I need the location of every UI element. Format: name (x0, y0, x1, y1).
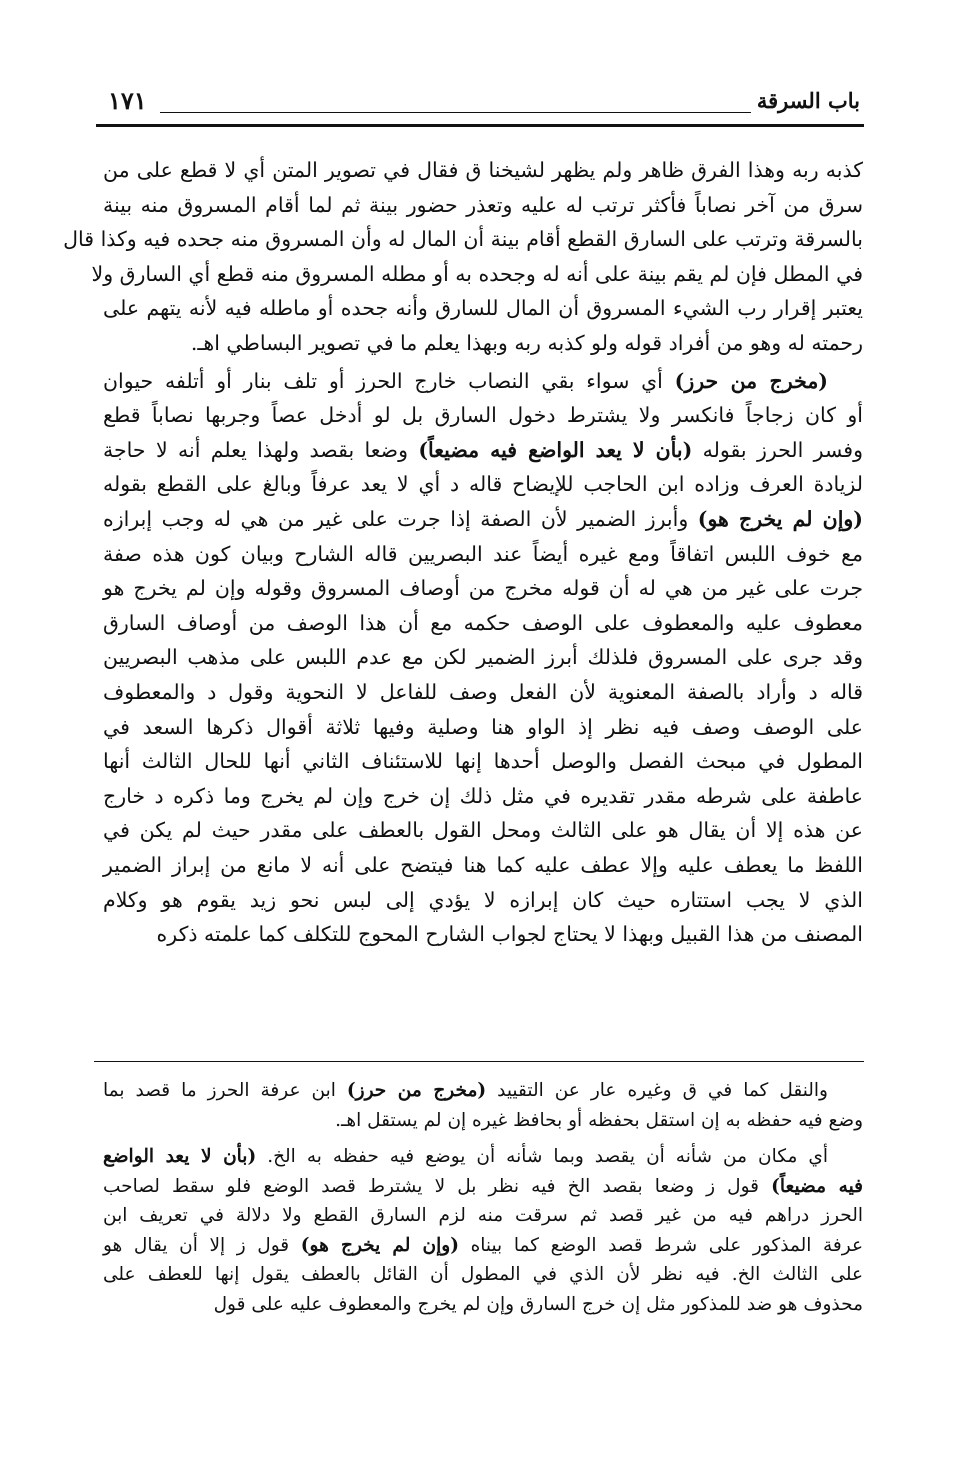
bold-quotation: (بأن لا يعد الواضع (103, 1146, 257, 1167)
text-span: عن هذه إلا أن يقال هو على الثالث ومحل القول بالعطف على مقدر حيث لم يكن في (103, 818, 863, 843)
text-line (103, 1080, 828, 1101)
bold-quotation: (مخرج من حرز) (346, 1080, 487, 1101)
text-line (103, 749, 863, 773)
text-span: معطوف عليه والمعطوف على الوصف حكمه مع أن هذا الوصف من أوصاف السارق (103, 610, 863, 635)
text-span: وضع فيه حفظه به إن استقل بحفظه أو بحافظ غيره إن لم يستقل اهـ. (335, 1109, 863, 1131)
text-span: جرت على غير من هي له أن قوله مخرج من أوصاف المسروق وقوله وإن لم يخرج هو (103, 576, 863, 601)
text-span: رحمته له وهو من أفراد قوله ولو كذبه ربه وبهذا يعلم ما في تصوير البساطي اهـ. (190, 331, 863, 355)
text-line (103, 193, 863, 217)
text-span: قول ز وضعا بقصد الخ فيه نظر بل لا يشترط قصد الوضع فلو سقط لصاحب (103, 1175, 772, 1197)
text-line (103, 922, 863, 946)
text-line (103, 507, 863, 531)
text-span: وضعا بقصد ولهذا يعلم أنه لا حاجة (103, 437, 419, 462)
text-line (103, 1294, 863, 1315)
text-line (103, 853, 863, 877)
text-line (103, 1110, 863, 1131)
text-span: سرق من آخر نصاباً فأكثر ترتب له عليه وتعذر حضور بينة ثم لما أقام المسروق منه بينة (103, 192, 863, 217)
text-line (103, 331, 863, 355)
text-span: المطول في مبحث الفصل والوصل أحدها إنها للاستئناف الثاني أنها للحال الثالث أنها (103, 749, 863, 774)
text-line (103, 158, 863, 182)
text-span: وأبرز الضمير لأن الصفة إذا جرت على غير من هي له وجب إبرازه (103, 507, 698, 531)
text-line (103, 645, 863, 669)
text-span: على الثالث الخ. فيه نظر لأن الذي في المطول أن القائل بالعطف يقول إنها للعطف على (103, 1264, 863, 1285)
text-line (103, 472, 863, 496)
text-span: مع خوف اللبس اتفاقاً ومع غيره أيضاً عند البصريين قاله الشارح وبيان كون هذه صفة (103, 541, 863, 566)
text-span: المصنف من هذا القبيل وبهذا لا يحتاج لجواب الشارح المحوج للتكلف كما علمته ذكره (156, 922, 863, 947)
text-span: أي مكان من شأنه أن يقصد وبما شأنه أن يوضع فيه حفظه به الخ. (256, 1146, 828, 1167)
text-span: عرفة المذكور على شرط قصد الوضع كما بيناه (458, 1234, 864, 1256)
text-span: عاطفة على شرطه مقدر تقديره في مثل ذلك إن خرج وإن لم يخرج وما ذكره د خارج (103, 783, 863, 808)
text-line (103, 369, 828, 393)
header-rule (96, 124, 864, 127)
text-span: ابن عرفة الحرز ما قصد بما (103, 1080, 347, 1101)
text-span: محذوف هو ضد للمذكور مثل إن خرج السارق وإن لم يخرج والمعطوف عليه على قول (213, 1293, 863, 1315)
chapter-title: باب السرقة (756, 88, 860, 113)
text-line (103, 542, 863, 566)
bold-quotation: فيه مضيعاً) (771, 1175, 864, 1197)
text-line (103, 1176, 863, 1197)
text-span: أي سواء بقي النصاب خارج الحرز أو تلف بنار أو أتلفه حيوان (103, 368, 675, 393)
bold-quotation: (مخرج من حرز) (674, 368, 828, 393)
text-span: لزيادة العرف وزاده ابن الحاجب للإيضاح قاله د أي لا يعد عرفاً وبالغ على القطع بقوله (103, 472, 863, 497)
text-span: الذي لا يجب استتاره حيث كان إبرازه لا يؤدي إلى لبس نحو زيد يقوم هو وكلام (103, 887, 863, 912)
text-line (103, 296, 863, 320)
text-span: وفسر الحرز بقوله (692, 437, 863, 462)
text-span: اللفظ ما يعطف عليه وإلا عطف عليه كما هنا فيتضح على أنه لا مانع من إبراز الضمير (103, 853, 863, 877)
text-span: كذبه ربه وهذا الفرق ظاهر ولم يظهر لشيخنا ق فقال في تصوير المتن أي لا قطع على من (103, 158, 863, 182)
text-line (103, 438, 863, 462)
footnote-separator (94, 1061, 864, 1062)
text-span: في المطل فإن لم يقم بينة على أنه له وجحده به أو مطله المسروق منه قطع أي السارق ولا (91, 261, 863, 286)
text-span: الحرز دراهم فيه من غير قصد ثم سرقت منه لزم السارق القطع ولا دلالة في تعريف ابن (103, 1205, 863, 1226)
text-line (103, 403, 863, 427)
text-span: قول ز إلا أن يقال هو (103, 1234, 301, 1256)
text-line (103, 576, 863, 600)
page-number: ١٧١ (108, 86, 147, 115)
text-span: بالسرقة وترتب على السارق القطع أقام بينة أن المال له وأن المسروق منه جحده فيه وكذا قال (63, 227, 863, 252)
text-span: على الوصف وصف فيه نظر إذ الواو هنا وصلية وفيها ثلاثة أقوال ذكرها السعد في (103, 714, 863, 739)
text-line (103, 1205, 863, 1226)
text-span: والنقل كما في ق وغيره عار عن التقييد (486, 1080, 828, 1101)
text-span: قاله د وأراد بالصفة المعنوية لأن الفعل وصف للفاعل لا النحوية وقول د والمعطوف (103, 680, 863, 704)
text-line (103, 680, 863, 704)
text-line (103, 784, 863, 808)
text-line (103, 611, 863, 635)
text-span: يعتبر إقرار رب الشيء المسروق أن المال للسارق وأنه جحده أو ماطله فيه لأنه يتهم على (103, 296, 863, 321)
text-line (103, 715, 863, 739)
text-span: وقد جرى على المسروق فلذلك أبرز الضمير لكن مع عدم اللبس على مذهب البصريين (103, 645, 863, 670)
text-line (103, 1235, 863, 1256)
text-line (103, 888, 863, 912)
text-line (103, 1146, 828, 1167)
text-line (63, 227, 863, 252)
bold-quotation: (وإن لم يخرج هو) (697, 507, 864, 531)
bold-quotation: (بأن لا يعد الواضع فيه مضيعاً) (418, 437, 693, 462)
text-line (103, 1264, 863, 1285)
text-line (103, 818, 863, 842)
header-short-rule (160, 112, 751, 113)
text-line (91, 261, 863, 286)
bold-quotation: (وإن لم يخرج هو) (300, 1234, 459, 1256)
text-span: أو كان زجاجاً فانكسر ولا يشترط دخول السارق بل لو أدخل عصاً وجربها نصاباً قطع (103, 403, 863, 428)
